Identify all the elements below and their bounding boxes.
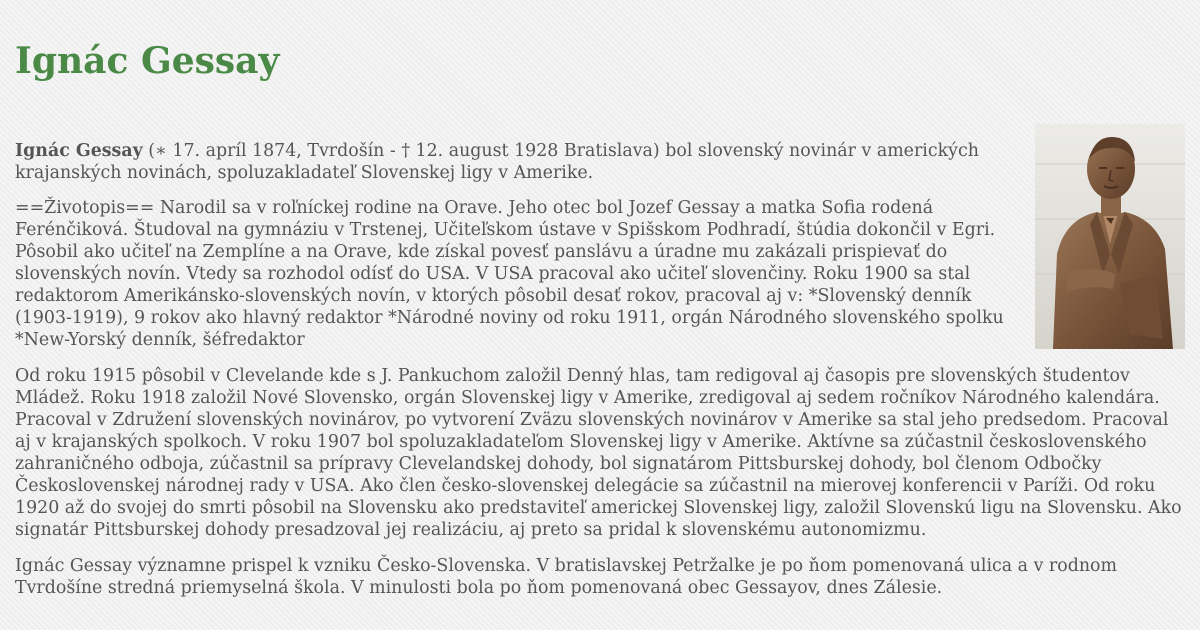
intro-paragraph <box>15 140 1185 184</box>
paragraph-legacy: Ignác Gessay významne prispel k vzniku Česko-Slovenska. V bratislavskej Petržalke je po ňom pomenovaná ulica a v rodnom Tvrdošíne stredná priemyselná škola. V minulosti bola po ňom pomenovaná obec Gessayov, dnes Zálesie. <box>15 556 1117 598</box>
bust-statue-photo <box>1035 124 1185 349</box>
intro-text: (∗ 17. apríl 1874, Tvrdošín - † 12. august 1928 Bratislava) bol slovenský novinár v amerických krajanských novinách, spoluzakladateľ Slovenskej ligy v Amerike. <box>15 141 979 183</box>
page-title: Ignác Gessay <box>15 40 280 82</box>
paragraph-biography: ==Životopis== Narodil sa v roľníckej rodine na Orave. Jeho otec bol Jozef Gessay a matka Sofia rodená Ferénčiková. Študoval na gymnáziu v Trstenej, Učiteľskom ústave v Spišskom Podhradí, štúdia dokončil v Egri. Pôsobil ako učiteľ na Zemplíne a na Orave, kde získal povesť panslávu a úradne mu zakázali prispievať do slovenských novín. Vtedy sa rozhodol odísť do USA. V USA pracoval ako učiteľ slovenčiny. Roku 1900 sa stal redaktorom Amerikánsko-slovenských novín, v ktorých pôsobil desať rokov, pracoval aj v: *Slovenský denník (1903-1919), 9 rokov ako hlavný redaktor *Národné noviny od roku 1911, orgán Národného slovenského spolku *New-Yorský denník, šéfredaktor <box>15 198 1004 350</box>
article-body <box>15 140 1185 613</box>
intro-name: Ignác Gessay <box>15 141 143 161</box>
paragraph-cleveland: Od roku 1915 pôsobil v Clevelande kde s J. Pankuchom založil Denný hlas, tam redigoval aj časopis pre slovenských študentov Mládež. Roku 1918 založil Nové Slovensko, orgán Slovenskej ligy v Amerike, zredigoval aj sedem ročníkov Národného kalendára. Pracoval v Združení slovenských novinárov, po vytvorení Zväzu slovenských novinárov v Amerike sa stal jeho predsedom. Pracoval aj v krajanských spolkoch. V roku 1907 bol spoluzakladateľom Slovenskej ligy v Amerike. Aktívne sa zúčastnil československého zahraničného odboja, zúčastnil sa prípravy Clevelandskej dohody, bol signatárom Pittsburskej dohody, bol členom Odbočky Československej národnej rady v USA. Ako člen česko-slovenskej delegácie sa zúčastnil na mierovej konferencii v Paríži. Od roku 1920 až do svojej do smrti pôsobil na Slovensku ako predstaviteľ americkej Slovenskej ligy, založil Slovenskú ligu na Slovensku. Ako signatár Pittsburskej dohody presadzoval jej realizáciu, aj preto sa pridal k slovenskému autonomizmu. <box>15 366 1182 540</box>
bust-statue-image <box>1035 124 1185 349</box>
